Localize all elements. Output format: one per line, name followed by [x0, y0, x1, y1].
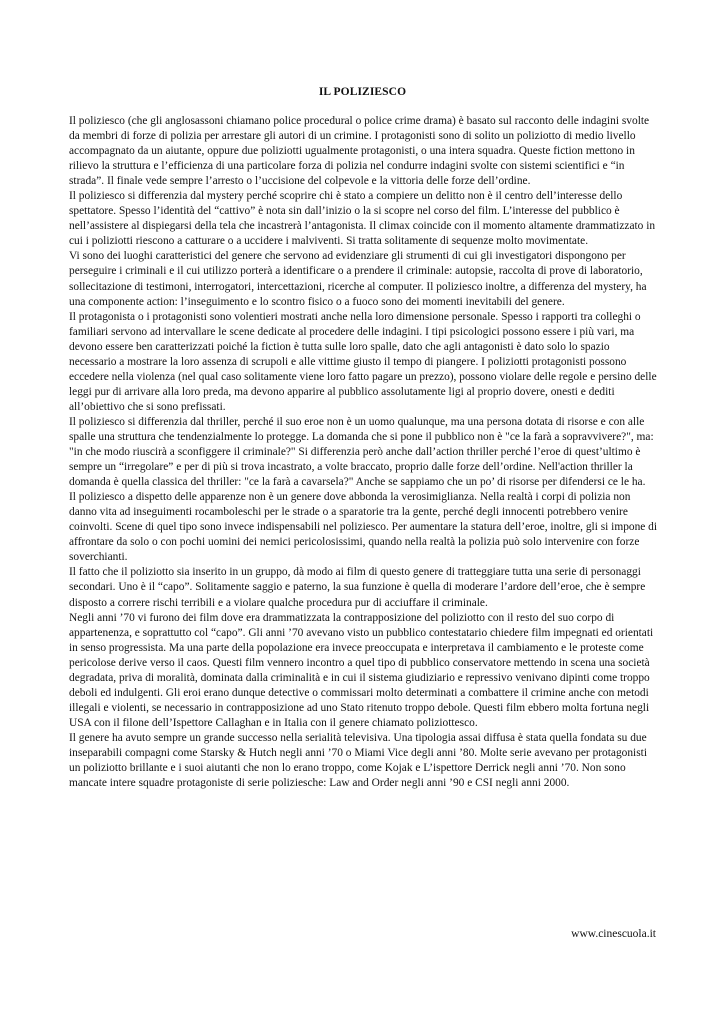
footer-website: www.cinescuola.it	[571, 928, 656, 940]
paragraph-seventies-films: Negli anni ’70 vi furono dei film dove era drammatizzata la contrapposizione del poliziotto con il resto del suo corpo di appartenenza, e soprattutto col “capo”. Gli anni ’70 avevano visto un pubblico contestatario chiedere film impegnati ed orientati in senso progressista. Ma una parte della popolazione era invece preoccupata e interpretava il cambiamento e le proteste come pericolose derive verso il caos. Questi film vennero incontro a quel tipo di pubblico conservatore mettendo in scena una società degradata, priva di moralità, dominata dalla criminalità e in cui il sistema giudiziario e repressivo venivano dipinti come troppo deboli ed indulgenti. Gli eroi erano dunque detective o commissari molto determinati a combattere il crimine anche con metodi illegali e violenti, se necessario in contrapposizione ad uno Stato ritenuto troppo debole. Questi film ebbero molta fortuna negli USA con il filone dell’Ispettore Callaghan e in Italia con il genere chiamato poliziottesco.	[69, 611, 654, 729]
paragraph-characteristic-places: Vi sono dei luoghi caratteristici del genere che servono ad evidenziare gli strumenti di cui gli investigatori dispongono per perseguire i criminali e il cui utilizzo porterà a identificare o a prendere il criminale: autopsie, raccolta di prove di laboratorio, sollecitazione di testimoni, interrogatori, intercettazioni, ricerche al computer. Il poliziesco inoltre, a differenza del mystery, ha una componente action: l’inseguimento e lo scontro fisico o a fuoco sono dei momenti inevitabili del genere.	[69, 250, 647, 308]
paragraph-television-series: Il genere ha avuto sempre un grande successo nella serialità televisiva. Una tipologia assai diffusa è stata quella fondata su due inseparabili compagni come Starsky & Hutch negli anni ’70 o Miami Vice degli anni ’80. Molte serie avevano per protagonisti un poliziotto brillante e i suoi aiutanti che non lo erano troppo, come Kojak e L’ispettore Derrick negli anni ’70. Non sono mancate intere squadre protagoniste di serie poliziesche: Law and Order negli anni ’90 e CSI negli anni 2000.	[69, 731, 647, 790]
paragraph-thriller-difference: Il poliziesco si differenzia dal thriller, perché il suo eroe non è un uomo qualunque, ma una persona dotata di risorse e con alle spalle una struttura che tendenzialmente lo protegge. La domanda che si pone il pubblico non è "ce la farà a sopravvivere?", ma: "in che modo riuscirà a sconfiggere il criminale?" Si differenzia però anche dall’action thriller perché l’eroe di quest’ultimo è sempre un “irregolare” e per di più si trova incastrato, a volte braccato, proprio dalle forze dell’ordine. Nell'action thriller la domanda è quella classica del thriller: "ce la farà a cavarsela?" Anche se sappiamo che un po’ di risorse per difendersi ce le ha.	[69, 415, 654, 489]
document-body	[69, 114, 659, 791]
paragraph-verisimilitude: Il poliziesco a dispetto delle apparenze non è un genere dove abbonda la verosimiglianza. Nella realtà i corpi di polizia non danno vita ad inseguimenti rocamboleschi per le strade o a sparatorie tra la gente, perché degli innocenti potrebbero venire coinvolti. Scene di quel tipo sono invece indispensabili nel poliziesco. Per aumentare la statura dell’eroe, inoltre, gli si impone di affrontare da solo o con pochi uomini dei nemici pericolosissimi, quando nella realtà la polizia può solo intervenire con forze soverchianti.	[69, 491, 658, 564]
paragraph-intro: Il poliziesco (che gli anglosassoni chiamano police procedural o police crime drama) è basato sul racconto delle indagini svolte da membri di forze di polizia per arrestare gli autori di un crimine. I protagonisti sono di solito un poliziotto di medio livello accompagnato da un aiutante, oppure due poliziotti ugualmente protagonisti, o una intera squadra. Queste fiction mettono in rilievo la struttura e l’efficienza di una particolare forza di polizia nel condurre indagini svolte con sistemi scientifici e “in strada”. Il finale vede sempre l’arresto o l’uccisione del colpevole e la vittoria delle forze dell’ordine.	[69, 115, 650, 188]
paragraph-protagonists: Il protagonista o i protagonisti sono volentieri mostrati anche nella loro dimensione personale. Spesso i rapporti tra colleghi o familiari servono ad intervallare le scene dedicate al procedere delle indagini. I tipi psicologici possono essere i più vari, ma devono essere ben caratterizzati poiché la fiction è tutta sulle loro spalle, dato che agli antagonisti è dato solo lo spazio necessario a mostrare la loro assenza di scrupoli e alle vittime giusto il tempo di piangere. I poliziotti protagonisti possono eccedere nella violenza (nel qual caso solitamente viene loro fatto pagare un prezzo), possono violare delle regole e persino delle leggi pur di arrivare alla loro preda, ma devono apparire al pubblico assolutamente ligi al proprio dovere, onesti e dediti all’obiettivo che si sono prefissati.	[69, 310, 657, 413]
paragraph-secondary-characters: Il fatto che il poliziotto sia inserito in un gruppo, dà modo ai film di questo genere di tratteggiare tutta una serie di personaggi secondari. Uno è il “capo”. Solitamente saggio e paterno, la sua funzione è quella di moderare l’ardore dell’eroe, che è sempre disposto a correre rischi terribili e a violare qualche procedura pur di acciuffare il criminale.	[69, 566, 646, 609]
document-title: IL POLIZIESCO	[318, 86, 407, 98]
paragraph-mystery-difference: Il poliziesco si differenzia dal mystery perché scoprire chi è stato a compiere un delitto non è il centro dell’interesse dello spettatore. Spesso l’identità del “cattivo” è nota sin dall’inizio o la si scopre nel corso del film. L’interesse del pubblico è nell’assistere al dispiegarsi della tela che incastrerà l’antagonista. Il climax coincide con il momento altamente drammatizzato in cui i poliziotti riescono a catturare o a uccidere i malviventi. Si tratta solitamente di sequenze molto movimentate.	[69, 190, 656, 248]
